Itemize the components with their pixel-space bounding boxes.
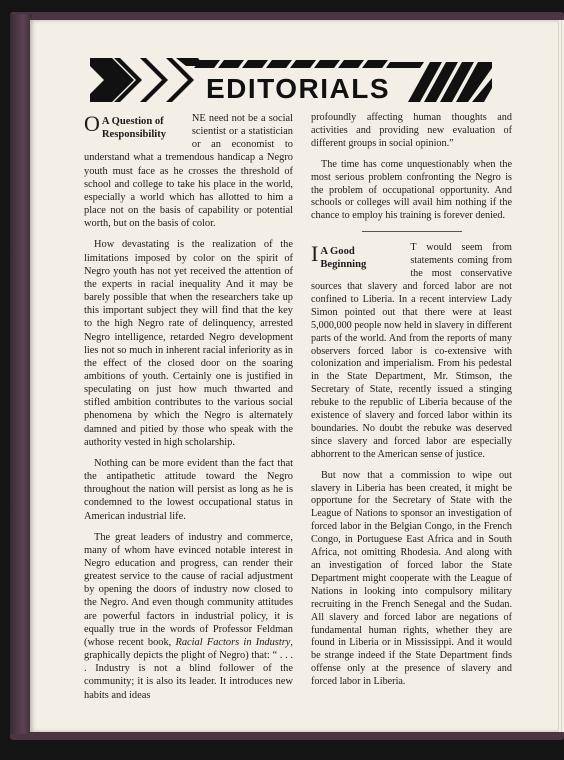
side-heading-line: Beginning [320,258,367,270]
lead-word: T [410,242,417,254]
paragraph-text: , graphically depicts the plight of Negro) that: “ . . . . Industry is not a blind follower of the community; it is also its leader. It introduces new habits and ideas [84,636,293,701]
section-divider [362,231,462,232]
paragraph-text: A Good Beginning would seem from statements coming from the most conservative sources that slavery and forced labor are not confined to Liberia. In a recent interview Lady Simon pointed out that there were at least 5,000,000 people now held in slavery in different parts of the world. And from the reports of many observers forced labor is co-extensive with colonization and imperialism. From his pedestal in the State Department, Mr. Stimson, the Secretary of State, recently issued a stinging rebuke to the republic of Liberia because of the existence of slavery and forced labor within its boundaries. No doubt the rebuke was deserved since slavery and forced labor are especially abhorrent to the American sense of justice. [311,242,512,460]
book-binding [10,14,32,734]
editorial-1-paragraph-5: profoundly affecting human thoughts and activities and providing new evaluation of different groups in social opinion.” [311,112,512,149]
paragraph-text: The great leaders of industry and commerce, many of whom have evinced notable interest in Negro education and progress, can render their greatest service to the cause of racial adjustment by opening the doors of industry now closed to the Negro. And even though community attitudes are powerful factors in industrial policy, it is equally true in the words of Professor Feldman (whose recent book, [84,531,293,648]
left-column [84,112,293,710]
side-heading-responsibility [102,116,186,141]
editorial-1-paragraph-1 [84,112,293,230]
lead-word: NE [191,113,206,124]
paragraph-text: A Question of Responsibility need not be a social scientist or a statistician or an economist to understand what a tremendous handicap a Negro youth must face as he crosses the threshold of school and college to take his place in the world, especially a world which has allotted to him a place not on the basis of capability or potential worth, but on the basis of color. [84,113,293,230]
editorial-1-paragraph-2: How devastating is the realization of the limitations imposed by color on the spirit of Negro youth has not yet received the attention of the experts in racial inequality And it may be barely possible that when the researchers take up this important subject they will find that the key to the high Negro rate of delinquency, arrested Negro intelligence, retarded Negro development lies not so much in inherent racial inferiority as in the effect of the closed door on the soaring ambitions of youth. Certainly one is justified in speculating on just how much thwarted and stifled ambition contributes to the various social phenomena by which the Negro is alternately damned and pitied by those who speak with the authority vested in high scholarship. [84,239,293,448]
editorial-2-paragraph-1 [311,242,512,461]
dropcap-o: O [84,111,100,136]
right-column [311,112,512,697]
editorial-1-paragraph-3: Nothing can be more evident than the fact that the antipathetic attitude toward the Negro throughout the nation will persist as long as he is condemned to the lowest occupational status in American industrial life. [84,457,293,522]
book-title: Racial Factors in Industry [175,636,291,648]
side-heading-line: Responsibility [101,128,167,140]
side-heading-line: A Question of [101,116,164,127]
dropcap-i: I [311,241,319,267]
side-heading-good-beginning [320,246,404,271]
editorial-1-paragraph-6: The time has come unquestionably when the most serious problem confronting the Negro is the problem of occupational opportunity. And schools or colleges will avail him nothing if the chance to employ his training is forever denied. [311,158,512,222]
editorial-2-paragraph-2: But now that a commission to wipe out slavery in Liberia has been created, it might be opportune for the Secretary of State with the League of Nations to sponsor an investigation of forced labor in the Belgian Congo, in the French Congo, in Portuguese East Africa and in South Africa, not omitting Rhodesia. And along with an investigation of forced labor the State Department might cooperate with the League of Nations in looking into compulsory military recruiting in the French Senegal and the Sudan. All slavery and forced labor are negations of fundamental human rights, whether they are found in Liberia or in Mississippi. And it would be strange indeed if the State Department finds offense only at the presence of slavery and forced labor in Liberia. [311,469,512,688]
editorial-1-paragraph-4 [84,531,293,702]
page-edge [558,20,564,732]
editorials-title: EDITORIALS [205,73,391,104]
editorials-banner [90,58,492,104]
side-heading-line: A Good [320,246,355,258]
